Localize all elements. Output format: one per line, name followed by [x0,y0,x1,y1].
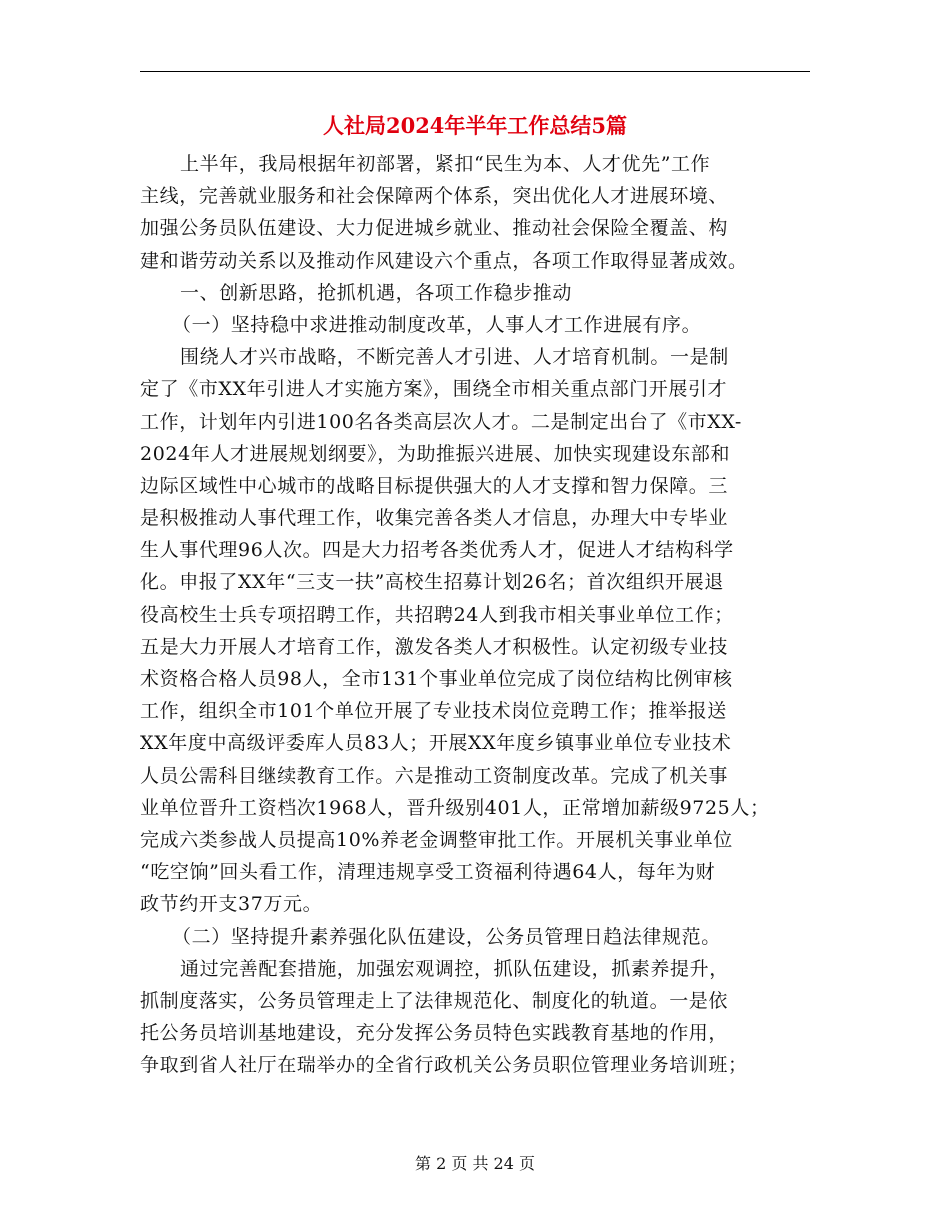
paragraph-line: 业单位晋升工资档次1968人，晋升级别401人，正常增加薪级9725人； [140,796,770,819]
paragraph-line: 是积极推动人事代理工作，收集完善各类人才信息，办理大中专毕业 [140,507,729,530]
paragraph-line: 通过完善配套措施，加强宏观调控，抓队伍建设，抓素养提升， [180,957,729,980]
paragraph-line: 役高校生士兵专项招聘工作，共招聘24人到我市相关事业单位工作； [140,603,734,626]
subsection-heading: （二）坚持提升素养强化队伍建设，公务员管理日趋法律规范。 [172,925,721,948]
paragraph-line: 人员公需科目继续教育工作。六是推动工资制度改革。完成了机关事 [140,764,729,787]
paragraph-line: 五是大力开展人才培育工作，激发各类人才积极性。认定初级专业技 [140,635,729,658]
paragraph-line: XX年度中高级评委库人员83人；开展XX年度乡镇事业单位专业技术 [140,732,732,755]
paragraph-line: 主线，完善就业服务和社会保障两个体系，突出优化人才进展环境、 [140,185,729,208]
document-body [140,148,816,1081]
paragraph-line: 上半年，我局根据年初部署，紧扣“民生为本、人才优先”工作 [180,153,711,175]
paragraph-line: 围绕人才兴市战略，不断完善人才引进、人才培育机制。一是制 [180,346,729,369]
document-title: 人社局2024年半年工作总结5篇 [322,113,628,138]
paragraph-line: 建和谐劳动关系以及推动作风建设六个重点，各项工作取得显著成效。 [140,249,748,272]
paragraph-line: 工作，组织全市101个单位开展了专业技术岗位竞聘工作；推举报送 [140,700,727,723]
paragraph-line: 托公务员培训基地建设，充分发挥公务员特色实践教育基地的作用， [140,1022,729,1045]
paragraph-line: 术资格合格人员98人，全市131个事业单位完成了岗位结构比例审核 [140,668,733,690]
header-rule [140,71,810,72]
paragraph-line: “吃空饷”回头看工作，清理违规享受工资福利待遇64人，每年为财 [140,861,716,884]
paragraph-line: 2024年人才进展规划纲要》，为助推振兴进展、加快实现建设东部和 [140,442,731,465]
paragraph-line: 化。申报了XX年“三支一扶”高校生招募计划26名；首次组织开展退 [140,571,724,594]
paragraph-line: 政节约开支37万元。 [140,893,323,916]
paragraph-line: 边际区域性中心城市的战略目标提供强大的人才支撑和智力保障。三 [140,474,729,497]
section-heading: 一、创新思路，抢抓机遇，各项工作稳步推动 [180,281,573,304]
paragraph-line: 定了《市XX年引进人才实施方案》，围绕全市相关重点部门开展引才 [140,378,728,401]
subsection-heading: （一）坚持稳中求进推动制度改革，人事人才工作进展有序。 [172,313,702,336]
paragraph-line: 生人事代理96人次。四是大力招考各类优秀人才，促进人才结构科学 [140,539,734,562]
paragraph-line: 工作，计划年内引进100名各类高层次人才。二是制定出台了《市XX- [140,410,742,433]
page-footer: 第 2 页 共 24 页 [415,1154,535,1173]
paragraph-line: 抓制度落实，公务员管理走上了法律规范化、制度化的轨道。一是依 [140,989,729,1012]
paragraph-line: 加强公务员队伍建设、大力促进城乡就业、推动社会保险全覆盖、构 [140,217,729,240]
paragraph-line: 争取到省人社厅在瑞举办的全省行政机关公务员职位管理业务培训班； [140,1054,748,1077]
paragraph-line: 完成六类参战人员提高10%养老金调整审批工作。开展机关事业单位 [140,828,733,851]
